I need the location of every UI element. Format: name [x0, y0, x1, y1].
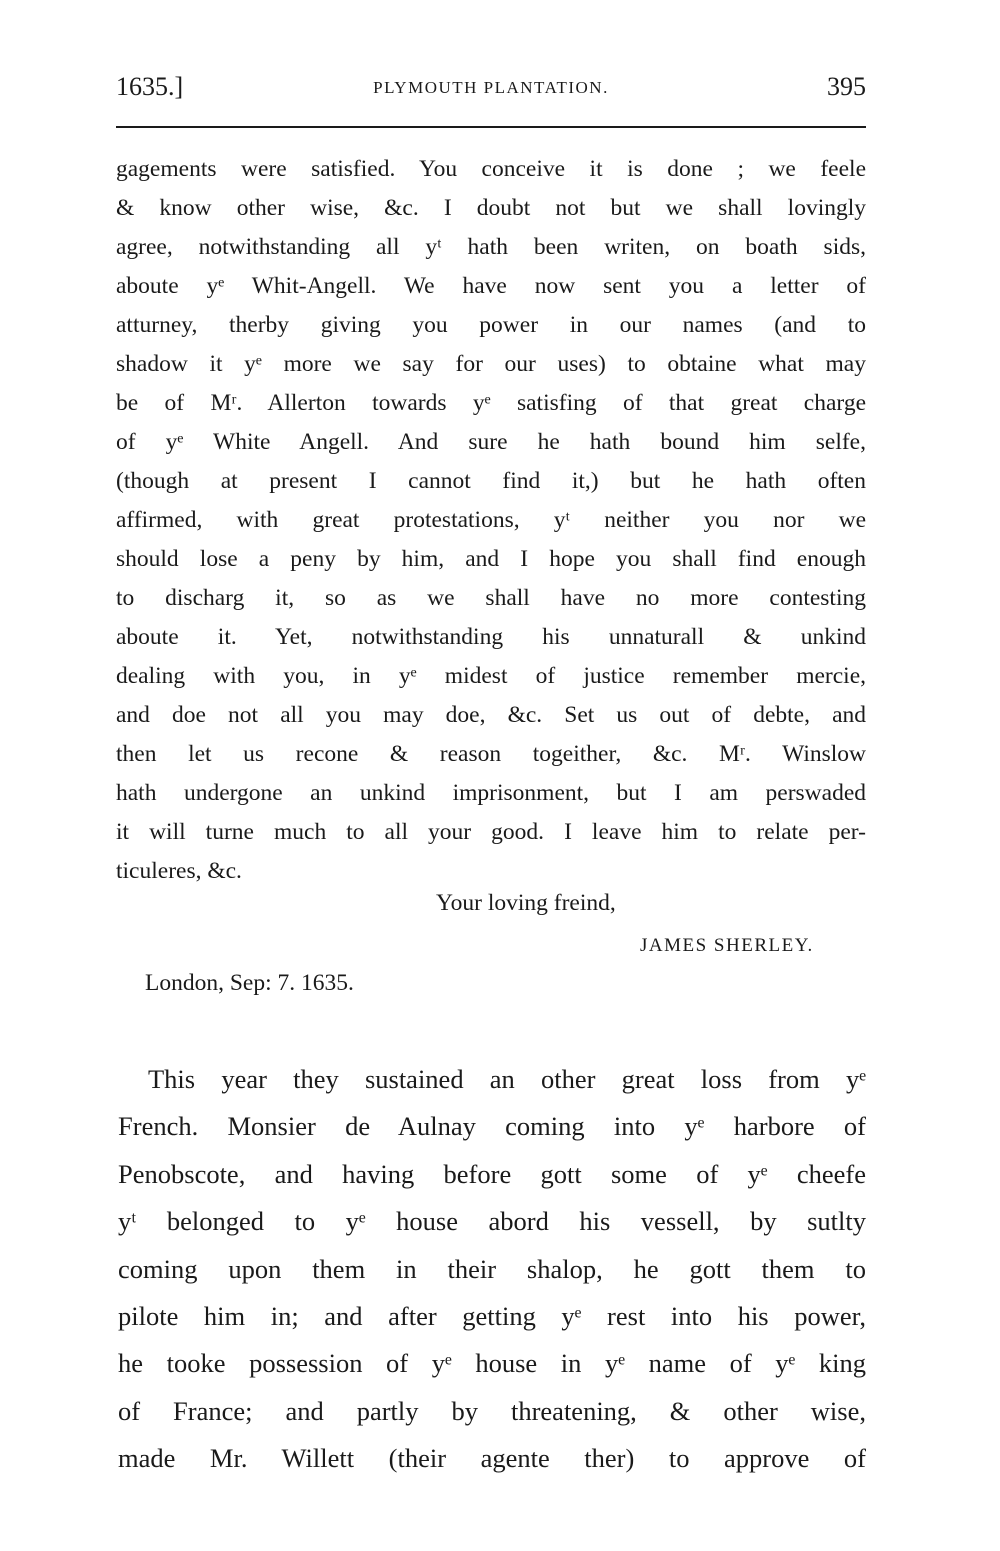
letter-line: atturney, therby giving you power in our names (and to — [116, 312, 866, 338]
letter-line: dealing with you, in yᵉ midest of justice remember mercie, — [116, 663, 866, 689]
letter-signature: JAMES SHERLEY. — [640, 935, 814, 956]
letter-line: it will turne much to all your good. I leave him to relate per- — [116, 819, 866, 845]
narrative-line: pilote him in; and after getting yᵉ rest into his power, — [118, 1300, 866, 1331]
running-header — [116, 72, 866, 106]
letter-line: ticuleres, &c. — [116, 858, 242, 884]
narrative-line: coming upon them in their shalop, he gott them to — [118, 1253, 866, 1284]
narrative-line: Penobscote, and having before gott some of yᵉ cheefe — [118, 1158, 866, 1189]
letter-dateline: London, Sep: 7. 1635. — [145, 970, 354, 996]
letter-line: of yᵉ White Angell. And sure he hath bound him selfe, — [116, 429, 866, 455]
letter-line: & know other wise, &c. I doubt not but we shall lovingly — [116, 195, 866, 221]
letter-line: be of Mʳ. Allerton towards yᵉ satisfing of that great charge — [116, 390, 866, 416]
narrative-line: yᵗ belonged to yᵉ house abord his vessell, by sutlty — [118, 1206, 866, 1237]
letter-line: should lose a peny by him, and I hope you shall find enough — [116, 546, 866, 572]
letter-line: affirmed, with great protestations, yᵗ neither you nor we — [116, 507, 866, 533]
letter-line: and doe not all you may doe, &c. Set us out of debte, and — [116, 702, 866, 728]
letter-line: aboute it. Yet, notwithstanding his unnaturall & unkind — [116, 624, 866, 650]
letter-line: aboute yᵉ Whit-Angell. We have now sent you a letter of — [116, 273, 866, 299]
letter-line: to discharg it, so as we shall have no more contesting — [116, 585, 866, 611]
page-number: 395 — [827, 72, 866, 101]
narrative-line: of France; and partly by threatening, & other wise, — [118, 1395, 866, 1426]
narrative-line: This year they sustained an other great loss from yᵉ — [148, 1064, 866, 1094]
letter-line: (though at present I cannot find it,) but he hath often — [116, 468, 866, 494]
narrative-line: he tooke possession of yᵉ house in yᵉ name of yᵉ king — [118, 1348, 866, 1379]
narrative-line: made Mr. Willett (their agente ther) to approve of — [118, 1443, 866, 1474]
letter-line: gagements were satisfied. You conceive it is done ; we feele — [116, 156, 866, 182]
letter-line: hath undergone an unkind imprisonment, but I am perswaded — [116, 780, 866, 806]
header-rule — [116, 126, 866, 128]
letter-body — [116, 150, 866, 891]
letter-line: agree, notwithstanding all yᵗ hath been writen, on boath sids, — [116, 234, 866, 260]
header-year: 1635.] — [116, 72, 184, 101]
letter-line: then let us recone & reason togeither, &c. Mʳ. Winslow — [116, 741, 866, 767]
letter-closing: Your loving freind, — [436, 890, 616, 916]
letter-line: shadow it yᵉ more we say for our uses) to obtaine what may — [116, 351, 866, 377]
header-title: PLYMOUTH PLANTATION. — [373, 78, 609, 97]
narrative-line: French. Monsier de Aulnay coming into yᵉ harbore of — [118, 1111, 866, 1142]
narrative-paragraph — [118, 1056, 866, 1483]
